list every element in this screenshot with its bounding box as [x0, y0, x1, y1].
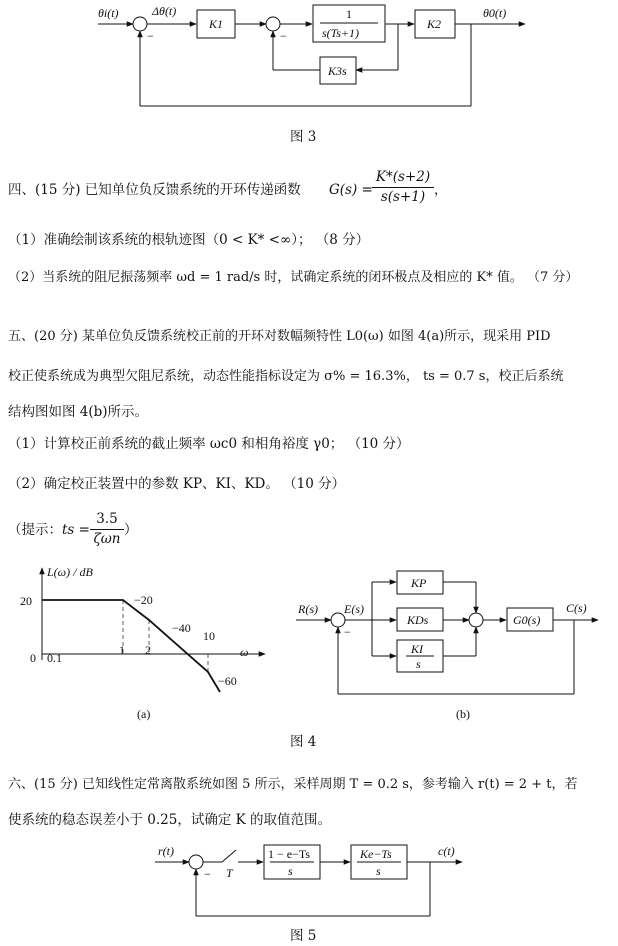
fig3-input-label: θi(t)	[98, 6, 119, 20]
fig4a-x-tick-1: 1	[119, 643, 125, 657]
fig4b-g0-label: G0(s)	[513, 613, 541, 627]
fig5-summing-junction	[189, 855, 203, 869]
fig4b-error-label: E(s)	[344, 602, 364, 616]
fig4b-ki-denominator: s	[416, 657, 421, 671]
fig3-summing-junction-1	[133, 17, 147, 31]
fig5-sampler-label: T	[226, 866, 233, 880]
fig3-feedback-label: K3s	[328, 64, 347, 78]
fig3-minus-1: −	[147, 29, 154, 43]
fig4b-input-label: R(s)	[298, 602, 318, 616]
fig4a-slope-40: −40	[172, 621, 191, 635]
figure-3-caption: 图 3	[290, 129, 317, 145]
q4-tail: ，	[434, 182, 448, 198]
fig4b-summing-junction	[331, 613, 345, 627]
fig5-plant-denominator: s	[376, 864, 381, 878]
fig3-k2-label: K2	[427, 17, 442, 31]
fig4a-x-tick-2: 2	[145, 643, 151, 657]
fig5-zoh-denominator: s	[288, 864, 293, 878]
q4-numerator: K*(s+2)	[372, 168, 434, 188]
fig3-plant-numerator: 1	[346, 7, 352, 21]
fig4a-slope-20: −20	[134, 593, 153, 607]
q4-part1: （1）准确绘制该系统的根轨迹图（0 < K* <∞）； （8 分）	[8, 232, 370, 248]
fig4b-kp-label: KP	[411, 576, 427, 590]
fig3-plant-denominator: s(Ts+1)	[322, 26, 360, 40]
fig3-error-label: Δθ(t)	[152, 4, 177, 18]
fig4a-x-label: ω	[240, 645, 249, 659]
fig4b-minus: −	[344, 625, 351, 639]
fig3-output-label: θ0(t)	[483, 6, 507, 20]
fig5-zoh-numerator: 1 − e−Ts	[268, 847, 311, 861]
fig4b-kd-label: KDs	[407, 613, 429, 627]
q4-gs: G(s) =	[329, 182, 373, 198]
fig3-summing-junction-2	[266, 17, 280, 31]
fig4a-x-tick-10: 10	[203, 629, 215, 643]
fig5-input-label: r(t)	[158, 844, 174, 858]
figure-4-caption: 图 4	[290, 734, 317, 750]
q6-line1: 六、(15 分) 已知线性定常离散系统如图 5 所示，采样周期 T = 0.2 s，参考输入 r(t) = 2 + t，若	[8, 777, 578, 792]
fig4b-ki-numerator: KI	[411, 642, 423, 656]
fig4b-sum-junction-2	[469, 613, 483, 627]
fig5-sampler-switch	[222, 850, 236, 862]
q5-hint-fraction	[90, 510, 124, 549]
q5-hint-suffix: ）	[124, 522, 138, 538]
fig4b-output-label: C(s)	[566, 601, 587, 615]
q5-part2: （2）确定校正装置中的参数 KP、KI、KD。 （10 分）	[8, 476, 346, 492]
q5-line2: 校正使系统成为典型欠阻尼系统，动态性能指标设定为 σ% = 16.3%， ts = 0.7 s，校正后系统	[8, 369, 564, 384]
fig4a-origin: 0	[30, 651, 36, 665]
fig4a-slope-60: −60	[218, 674, 237, 688]
fig4b-subcaption: (b)	[456, 707, 470, 721]
q5-hint-ts: ts =	[62, 522, 90, 538]
q5-line3: 结构图如图 4(b)所示。	[8, 404, 149, 420]
q5-hint-denominator: ζωn	[93, 531, 121, 547]
figure-5-caption: 图 5	[290, 928, 317, 944]
fig5-output-label: c(t)	[438, 844, 455, 858]
q4-intro: 四、(15 分) 已知单位负反馈系统的开环传递函数	[8, 182, 301, 198]
fig4a-y-label: L(ω) / dB	[47, 565, 93, 579]
fig3-k1-label: K1	[209, 17, 224, 31]
q4-fraction	[372, 168, 434, 207]
q4-denominator: s(s+1)	[380, 189, 426, 205]
q5-hint-prefix: （提示：	[8, 522, 62, 538]
figure-4b-pid-diagram	[0, 560, 618, 730]
fig3-minus-2: −	[280, 29, 287, 43]
q5-hint-numerator: 3.5	[90, 510, 124, 530]
fig4a-x-tick-01: 0.1	[47, 651, 62, 665]
fig5-minus: −	[204, 867, 211, 881]
q5-line1: 五、(20 分) 某单位负反馈系统校正前的开环对数幅频特性 L0(ω) 如图 4(a)所示，现采用 PID	[8, 329, 551, 344]
q4-part2: （2）当系统的阻尼振荡频率 ωd = 1 rad/s 时，试确定系统的闭环极点及相应的 K* 值。 （7 分）	[8, 270, 579, 285]
q6-line2: 使系统的稳态误差小于 0.25，试确定 K 的取值范围。	[8, 812, 332, 828]
fig4a-y-tick-20: 20	[20, 594, 32, 608]
q5-part1: （1）计算校正前系统的截止频率 ωc0 和相角裕度 γ0； （10 分）	[8, 436, 410, 452]
figure-3-diagram	[0, 0, 618, 120]
fig5-plant-numerator: Ke−Ts	[360, 847, 392, 861]
fig4a-subcaption: (a)	[137, 707, 151, 721]
